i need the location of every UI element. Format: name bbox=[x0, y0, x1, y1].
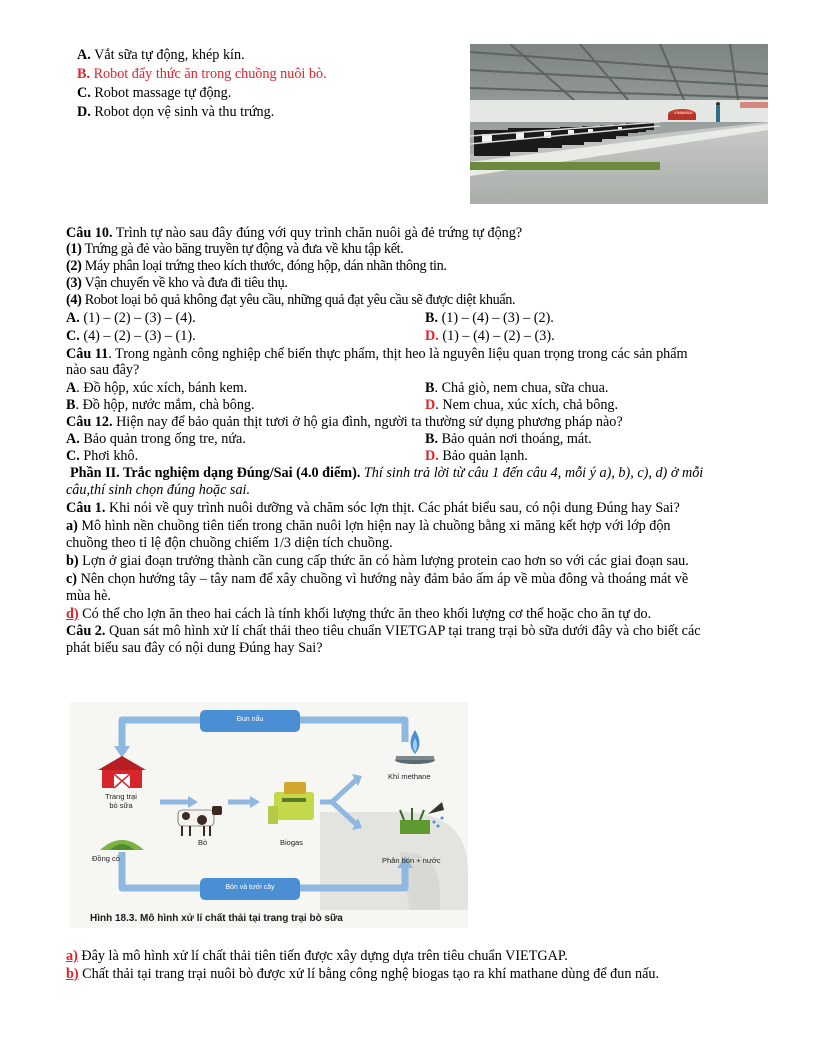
q12-option-d-correct[interactable]: D. Bảo quản lạnh. bbox=[425, 448, 528, 464]
q11-stem-line2: nào sau đây? bbox=[66, 362, 140, 378]
tf1-statement-a: a) Mô hình nền chuồng tiên tiến trong chăn nuôi lợn hiện nay là chuồng bằng xi măng kết hợp với lớp độn bbox=[66, 518, 671, 534]
q11-option-d-correct[interactable]: D. Nem chua, xúc xích, chả bông. bbox=[425, 397, 619, 413]
tf1-statement-c: c) Nên chọn hướng tây – tây nam để xây chuồng vì hướng này đảm bảo ấm áp về mùa đông và thoáng mát về bbox=[66, 571, 689, 587]
tf1-statement-a-line2: chuồng theo tỉ lệ độn chuồng chiếm 1/3 diện tích chuồng. bbox=[66, 535, 393, 551]
tf2-statement-a: a) Đây là mô hình xử lí chất thải tiên tiến được xây dựng dựa trên tiêu chuẩn VIETGAP. bbox=[66, 948, 568, 964]
q10-option-b[interactable]: B. (1) – (4) – (3) – (2). bbox=[425, 310, 554, 326]
q9-option-c[interactable]: C. Robot massage tự động. bbox=[77, 85, 232, 101]
cow-label: Bò bbox=[198, 838, 208, 847]
q10-option-c[interactable]: C. (4) – (2) – (3) – (1). bbox=[66, 328, 196, 344]
q11-option-c[interactable]: B. Đồ hộp, nước mắm, chà bông. bbox=[66, 397, 255, 413]
cow-barn-illustration bbox=[470, 44, 768, 204]
diagram-caption: Hình 18.3. Mô hình xử lí chất thải tại trang trại bò sữa bbox=[90, 913, 343, 924]
tf2-statement-b: b) Chất thải tại trang trại nuôi bò được xử lí bằng công nghệ biogas tạo ra khí mathane dùng để đun nấu. bbox=[66, 966, 660, 982]
q9-option-b-correct[interactable]: B. Robot đẩy thức ăn trong chuồng nuôi bò. bbox=[77, 66, 327, 82]
tf1-statement-c-line2: mùa hè. bbox=[66, 588, 111, 604]
q10-option-d-correct[interactable]: D. (1) – (4) – (2) – (3). bbox=[425, 328, 555, 344]
part2-heading: Phần II. Trắc nghiệm dạng Đúng/Sai (4.0 điểm). Thí sinh trả lời từ câu 1 đến câu 4, mỗi ý a), b), c), d) ở mỗi bbox=[70, 465, 704, 481]
cooking-pill-label: Đun nấu bbox=[236, 716, 264, 723]
q10-stem: Câu 10. Trình tự nào sau đây đúng với quy trình chăn nuôi gà đẻ trứng tự động? bbox=[66, 225, 523, 241]
q11-option-a[interactable]: A. Đồ hộp, xúc xích, bánh kem. bbox=[66, 380, 248, 396]
q9-option-a[interactable]: A. Vắt sữa tự động, khép kín. bbox=[77, 47, 245, 63]
methane-flame-icon bbox=[395, 730, 435, 764]
methane-label: Khí methane bbox=[388, 772, 431, 781]
q10-step-2: (2) Máy phân loại trứng theo kích thước, đóng hộp, dán nhãn thông tin. bbox=[66, 258, 447, 274]
farm-label: Trang trại bò sữa bbox=[105, 792, 137, 810]
tf2-stem-line1: Câu 2. Quan sát mô hình xử lí chất thải theo tiêu chuẩn VIETGAP tại trang trại bò sữa dưới đây và cho biết các bbox=[66, 623, 701, 639]
q11-stem-line1: Câu 11. Trong ngành công nghiệp chế biến thực phẩm, thịt heo là nguyên liệu quan trọng trong các sản phẩm bbox=[66, 346, 688, 362]
q12-option-a[interactable]: A. Bảo quản trong ống tre, nứa. bbox=[66, 431, 246, 447]
tf1-statement-b: b) Lợn ở giai đoạn trưởng thành cần cung cấp thức ăn có hàm lượng protein cao hơn so với các giai đoạn sau. bbox=[66, 553, 689, 569]
waste-treatment-diagram bbox=[70, 702, 468, 928]
barn-icon bbox=[98, 756, 146, 788]
fertilizer-label: Phân bón + nước bbox=[382, 856, 441, 865]
vinamilk-sign: VINAMILK bbox=[674, 110, 693, 115]
q12-option-c[interactable]: C. Phơi khô. bbox=[66, 448, 139, 464]
q12-stem: Câu 12. Hiện nay để bảo quản thịt tươi ở hộ gia đình, người ta thường sử dụng phương pháp nào? bbox=[66, 414, 623, 430]
tf2-stem-line2: phát biểu sau đây có nội dung Đúng hay Sai? bbox=[66, 640, 323, 656]
biogas-label: Biogas bbox=[280, 838, 303, 847]
q10-step-3: (3) Vận chuyển về kho và đưa đi tiêu thụ. bbox=[66, 275, 288, 291]
q10-option-a[interactable]: A. (1) – (2) – (3) – (4). bbox=[66, 310, 196, 326]
field-label: Đồng cỏ bbox=[92, 854, 120, 863]
biogas-tank-icon bbox=[268, 782, 314, 824]
q10-step-1: (1) Trứng gà đẻ vào băng truyền tự động và đưa về khu tập kết. bbox=[66, 241, 404, 257]
q10-step-4: (4) Robot loại bỏ quả không đạt yêu cầu, những quả đạt yêu cầu sẽ được diệt khuẩn. bbox=[66, 292, 516, 308]
cow-barn-photo bbox=[470, 44, 768, 204]
tf1-stem: Câu 1. Khi nói về quy trình nuôi dưỡng và chăm sóc lợn thịt. Các phát biểu sau, có nội dung Đúng hay Sai? bbox=[66, 500, 680, 516]
q12-option-b[interactable]: B. Bảo quản nơi thoáng, mát. bbox=[425, 431, 592, 447]
q9-option-d[interactable]: D. Robot dọn vệ sinh và thu trứng. bbox=[77, 104, 275, 120]
q11-option-b[interactable]: B. Chả giò, nem chua, sữa chua. bbox=[425, 380, 609, 396]
grass-field-icon bbox=[100, 840, 144, 850]
fertilize-pill-label: Bón và tưới cây bbox=[225, 884, 275, 891]
cow-icon bbox=[178, 806, 222, 836]
tf1-statement-d: d) Có thể cho lợn ăn theo hai cách là tính khối lượng thức ăn theo khối lượng cơ thể hoặc cho ăn tự do. bbox=[66, 606, 652, 622]
part2-instruction-line2: câu,thí sinh chọn đúng hoặc sai. bbox=[66, 482, 251, 498]
